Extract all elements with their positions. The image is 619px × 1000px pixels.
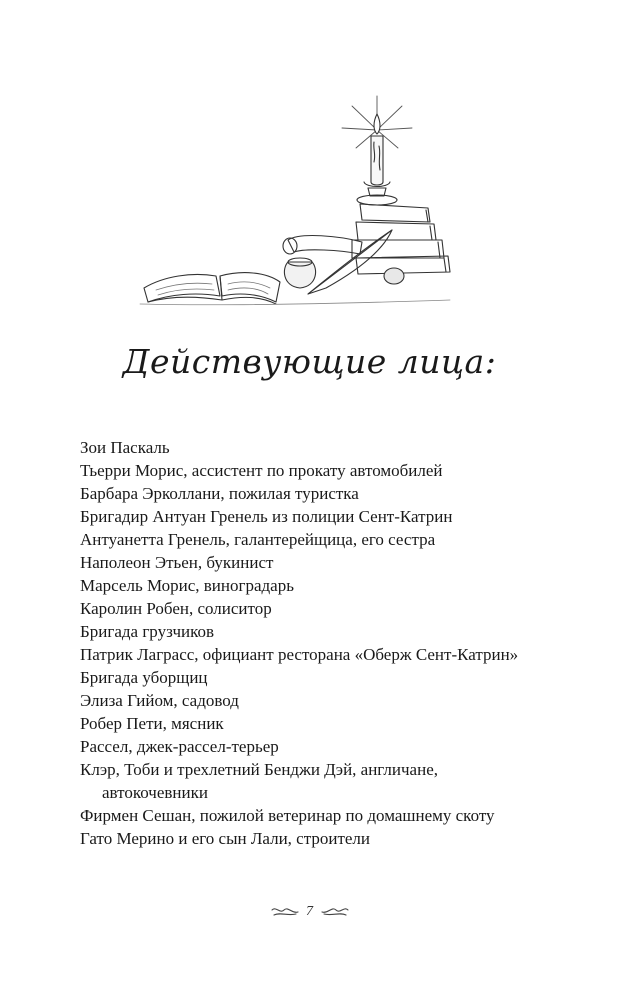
candle-books-quill-icon (130, 90, 460, 320)
cast-list (80, 436, 525, 850)
list-item: Гато Мерино и его сын Лали, строители (80, 829, 370, 848)
list-item: Каролин Робен, солиситор (80, 599, 272, 618)
list-item: Бригадир Антуан Гренель из полиции Сент-Катрин (80, 507, 453, 526)
list-item: Тьерри Морис, ассистент по прокату автомобилей (80, 461, 443, 480)
right-ornament-icon (320, 906, 350, 918)
list-item: Зои Паскаль (80, 438, 170, 457)
list-item: Марсель Морис, виноградарь (80, 576, 294, 595)
list-item: Робер Пети, мясник (80, 714, 224, 733)
list-item: Клэр, Тоби и трехлетний Бенджи Дэй, англичане, автокочевники (80, 760, 438, 802)
list-item: Антуанетта Гренель, галантерейщица, его сестра (80, 530, 436, 549)
list-item: Фирмен Сешан, пожилой ветеринар по домашнему скоту (80, 806, 495, 825)
page-footer (0, 904, 619, 920)
left-ornament-icon (270, 906, 300, 918)
list-item: Бригада грузчиков (80, 622, 215, 641)
list-item: Патрик Лаграсс, официант ресторана «Оберж Сент-Катрин» (80, 645, 519, 664)
list-item: Бригада уборщиц (80, 668, 208, 687)
list-item: Наполеон Этьен, букинист (80, 553, 274, 572)
page-heading: Действующие лица: (122, 342, 497, 381)
list-item: Элиза Гийом, садовод (80, 691, 239, 710)
page-number: 7 (306, 904, 313, 919)
list-item: Барбара Эрколлани, пожилая туристка (80, 484, 359, 503)
list-item: Рассел, джек-рассел-терьер (80, 737, 279, 756)
